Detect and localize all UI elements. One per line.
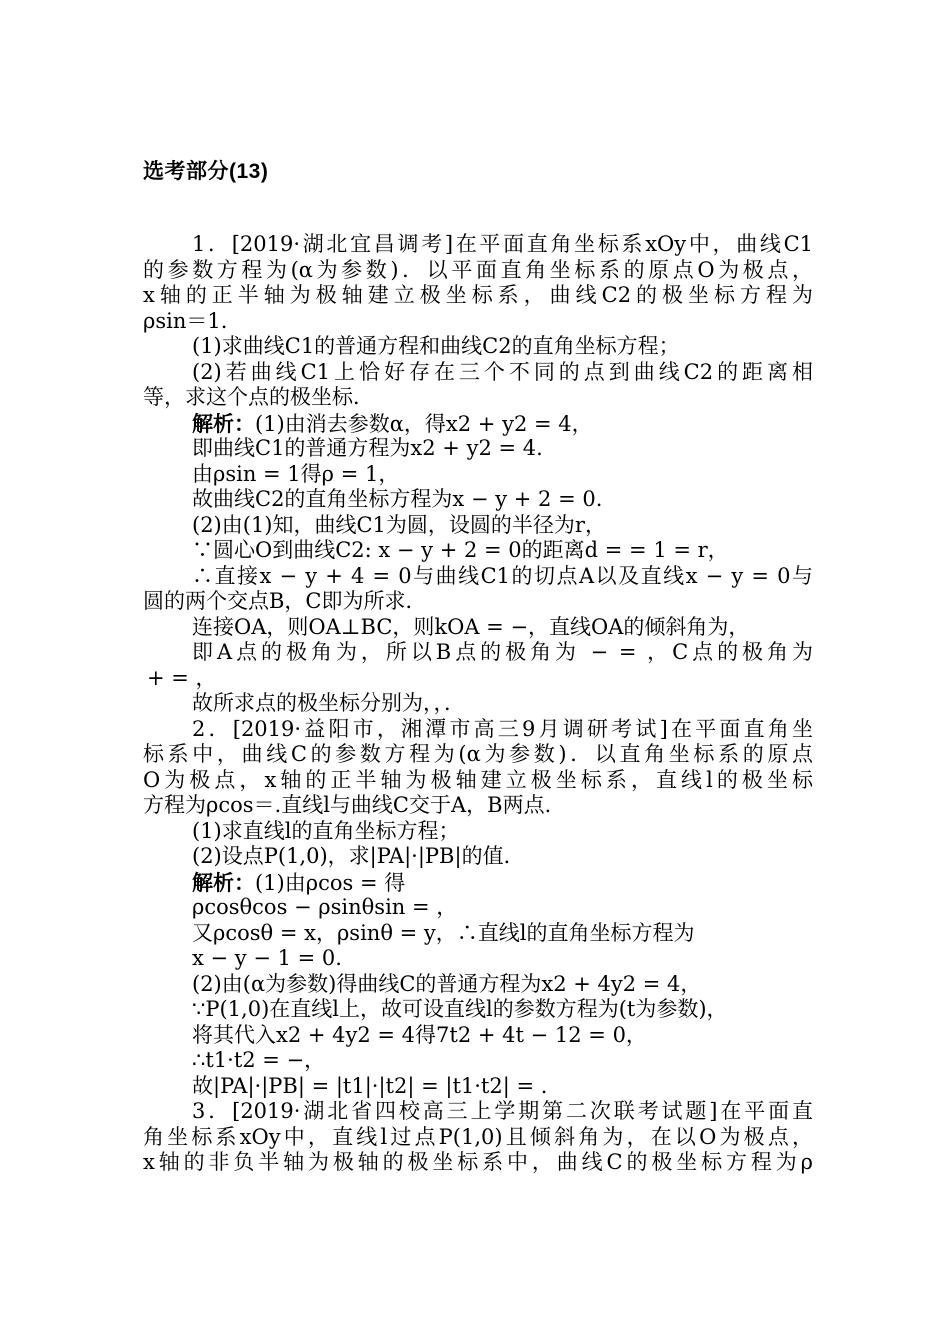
analysis-label: 解析： — [192, 410, 255, 436]
solution-2-line-2: ρcosθcos − ρsinθsin = ， — [192, 895, 458, 919]
solution-1-line-10: 即A点的极角为，所以B点的极角为 − = ，C点的极角为 — [192, 640, 813, 664]
solution-1-line-8: 圆的两个交点B，C即为所求． — [143, 589, 427, 613]
document-body — [143, 232, 813, 1176]
solution-2-line-1: 解析：(1)由ρcos = 得 — [192, 869, 406, 895]
solution-1-line-3: 由ρsin = 1得ρ = 1， — [192, 461, 400, 486]
solution-1-line-12: 故所求点的极坐标分别为，，． — [192, 691, 465, 715]
solution-1-line-4: 故曲线C2的直角坐标方程为x − y + 2 = 0. — [192, 487, 603, 511]
problem-1-question-1: (1)求曲线C1的普通方程和曲线C2的直角坐标方程； — [192, 334, 680, 358]
solution-2-line-4: x − y − 1 = 0. — [192, 946, 342, 970]
problem-1-line-3: x轴的正半轴为极轴建立极坐标系，曲线C2的极坐标方程为 — [143, 283, 813, 307]
solution-2-line-3: 又ρcosθ = x，ρsinθ = y，∴直线l的直角坐标方程为 — [192, 920, 695, 945]
problem-3-line-1: 3．[2019·湖北省四校高三上学期第二次联考试题]在平面直 — [192, 1099, 813, 1123]
solution-1-line-5: (2)由(1)知，曲线C1为圆，设圆的半径为r， — [192, 512, 606, 537]
problem-3-line-2: 角坐标系xOy中，直线l过点P(1,0)且倾斜角为，在以O为极点， — [143, 1124, 813, 1149]
problem-1-line-4: ρsin＝1. — [143, 308, 228, 333]
solution-2-line-5: (2)由(α为参数)得曲线C的普通方程为x2 + 4y2 = 4， — [192, 971, 702, 996]
problem-1-line-1: 1．[2019·湖北宜昌调考]在平面直角坐标系xOy中，曲线C1 — [192, 232, 813, 256]
solution-2-line-9: 故|PA|·|PB| = |t1|·|t2| = |t1·t2| = . — [192, 1073, 548, 1098]
problem-2-line-2: 标系中，曲线C的参数方程为(α为参数)．以直角坐标系的原点 — [143, 742, 813, 766]
analysis-label: 解析： — [192, 869, 255, 895]
problem-2-question-2: (2)设点P(1,0)，求|PA|·|PB|的值． — [192, 844, 525, 868]
problem-1-question-2: (2)若曲线C1上恰好存在三个不同的点到曲线C2的距离相 — [192, 359, 813, 384]
problem-2-line-1: 2．[2019·益阳市，湘潭市高三9月调研考试]在平面直角坐 — [192, 716, 813, 741]
solution-1-line-1: 解析：(1)由消去参数α，得x2 + y2 = 4， — [192, 410, 593, 436]
solution-1-line-2: 即曲线C1的普通方程为x2 + y2 = 4. — [192, 436, 543, 460]
solution-1-line-7: ∴直接x − y + 4 = 0与曲线C1的切点A以及直线x − y = 0与 — [192, 563, 813, 588]
solution-1-line-6: ∵圆心O到曲线C2: x − y + 2 = 0的距离d = = 1 = r， — [192, 538, 729, 562]
solution-2-line-8: ∴t1·t2 = −， — [192, 1048, 326, 1072]
solution-1-line-9: 连接OA，则OA⊥BC，则kOA = −，直线OA的倾斜角为， — [192, 614, 750, 639]
problem-2-question-1: (1)求直线l的直角坐标方程； — [192, 818, 460, 843]
page-title: 选考部分(13) — [143, 160, 269, 183]
solution-1-line-11: + = ， — [147, 665, 217, 690]
solution-2-line-7: 将其代入x2 + 4y2 = 4得7t2 + 4t − 12 = 0， — [192, 1022, 647, 1047]
problem-2-line-3: O为极点，x轴的正半轴为极轴建立极坐标系，直线l的极坐标 — [143, 767, 813, 792]
problem-2-line-4: 方程为ρcos＝.直线l与曲线C交于A，B两点． — [143, 793, 566, 817]
problem-3-line-3: x轴的非负半轴为极轴的极坐标系中，曲线C的极坐标方程为ρ — [143, 1150, 813, 1174]
problem-1-question-2-cont: 等，求这个点的极坐标． — [143, 385, 374, 409]
solution-2-line-6: ∵P(1,0)在直线l上，故可设直线l的参数方程为(t为参数)， — [192, 997, 728, 1021]
problem-1-line-2: 的参数方程为(α为参数)．以平面直角坐标系的原点O为极点， — [143, 257, 813, 282]
